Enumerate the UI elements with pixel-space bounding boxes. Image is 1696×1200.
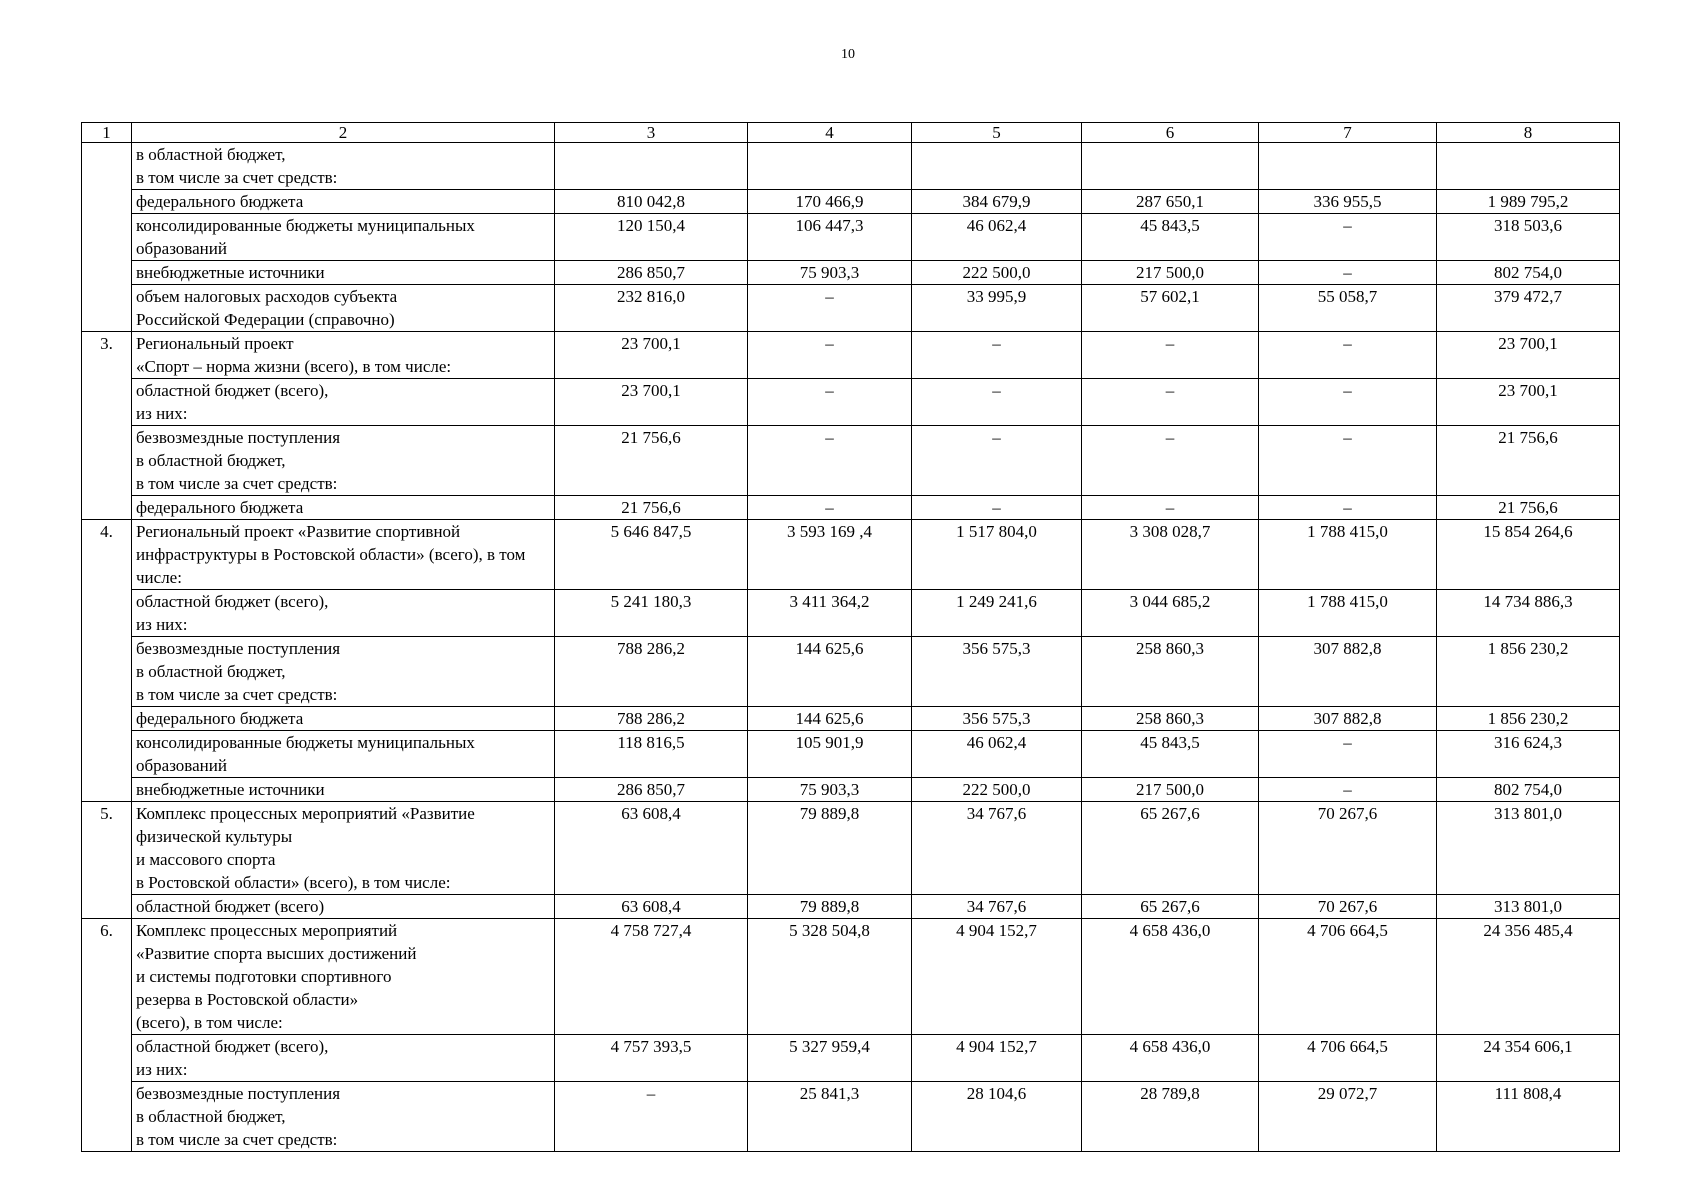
value-cell: 70 267,6 bbox=[1259, 802, 1437, 895]
row-label-cell: Комплекс процессных мероприятий «Развитие физической культуры и массового спорта в Ростовской области» (всего), в том числе: bbox=[132, 802, 555, 895]
value-cell: 34 767,6 bbox=[912, 895, 1082, 919]
table-row bbox=[82, 707, 1620, 731]
value-cell: – bbox=[1259, 496, 1437, 520]
value-cell: 3 411 364,2 bbox=[748, 590, 912, 637]
value-cell: – bbox=[1259, 778, 1437, 802]
row-label-cell: Региональный проект «Спорт – норма жизни (всего), в том числе: bbox=[132, 332, 555, 379]
row-number-cell bbox=[82, 190, 132, 214]
row-label-cell: безвозмездные поступления в областной бюджет, в том числе за счет средств: bbox=[132, 637, 555, 707]
value-cell: 318 503,6 bbox=[1437, 214, 1620, 261]
value-cell: 4 904 152,7 bbox=[912, 1035, 1082, 1082]
value-cell: – bbox=[1259, 332, 1437, 379]
value-cell: 5 241 180,3 bbox=[555, 590, 748, 637]
row-number-cell bbox=[82, 214, 132, 261]
value-cell: 33 995,9 bbox=[912, 285, 1082, 332]
table-row bbox=[82, 520, 1620, 590]
value-cell: 313 801,0 bbox=[1437, 895, 1620, 919]
value-cell: 111 808,4 bbox=[1437, 1082, 1620, 1152]
row-label-cell: консолидированные бюджеты муниципальных образований bbox=[132, 731, 555, 778]
value-cell: 356 575,3 bbox=[912, 637, 1082, 707]
value-cell: 5 646 847,5 bbox=[555, 520, 748, 590]
table-row bbox=[82, 1082, 1620, 1152]
value-cell: 55 058,7 bbox=[1259, 285, 1437, 332]
value-cell: – bbox=[748, 496, 912, 520]
table-row bbox=[82, 190, 1620, 214]
value-cell: 232 816,0 bbox=[555, 285, 748, 332]
row-number-cell bbox=[82, 637, 132, 707]
value-cell: – bbox=[912, 332, 1082, 379]
value-cell: 106 447,3 bbox=[748, 214, 912, 261]
value-cell: 45 843,5 bbox=[1082, 214, 1259, 261]
value-cell: 21 756,6 bbox=[555, 426, 748, 496]
value-cell: 79 889,8 bbox=[748, 802, 912, 895]
table-row bbox=[82, 778, 1620, 802]
table-row bbox=[82, 261, 1620, 285]
row-label-cell: областной бюджет (всего), из них: bbox=[132, 379, 555, 426]
value-cell: 217 500,0 bbox=[1082, 778, 1259, 802]
table-row bbox=[82, 332, 1620, 379]
header-cell: 6 bbox=[1082, 123, 1259, 143]
value-cell: 29 072,7 bbox=[1259, 1082, 1437, 1152]
header-cell: 4 bbox=[748, 123, 912, 143]
value-cell: 1 788 415,0 bbox=[1259, 520, 1437, 590]
value-cell: – bbox=[912, 379, 1082, 426]
value-cell bbox=[912, 143, 1082, 190]
value-cell: 4 658 436,0 bbox=[1082, 919, 1259, 1035]
row-number-cell bbox=[82, 1035, 132, 1082]
value-cell: 23 700,1 bbox=[1437, 379, 1620, 426]
value-cell: 24 354 606,1 bbox=[1437, 1035, 1620, 1082]
table-row bbox=[82, 637, 1620, 707]
value-cell: 3 308 028,7 bbox=[1082, 520, 1259, 590]
value-cell: 3 044 685,2 bbox=[1082, 590, 1259, 637]
row-number-cell: 5. bbox=[82, 802, 132, 895]
value-cell: 21 756,6 bbox=[1437, 426, 1620, 496]
value-cell: 286 850,7 bbox=[555, 261, 748, 285]
value-cell: 258 860,3 bbox=[1082, 707, 1259, 731]
value-cell: 79 889,8 bbox=[748, 895, 912, 919]
row-label-cell: безвозмездные поступления в областной бюджет, в том числе за счет средств: bbox=[132, 1082, 555, 1152]
value-cell: – bbox=[1082, 379, 1259, 426]
value-cell: 34 767,6 bbox=[912, 802, 1082, 895]
value-cell: 258 860,3 bbox=[1082, 637, 1259, 707]
row-label-cell: внебюджетные источники bbox=[132, 778, 555, 802]
value-cell: – bbox=[748, 379, 912, 426]
value-cell: 4 706 664,5 bbox=[1259, 919, 1437, 1035]
table-row bbox=[82, 285, 1620, 332]
value-cell: 1 856 230,2 bbox=[1437, 637, 1620, 707]
page-number: 10 bbox=[841, 47, 855, 62]
table-row bbox=[82, 590, 1620, 637]
value-cell: – bbox=[748, 285, 912, 332]
value-cell: – bbox=[1082, 426, 1259, 496]
table-row bbox=[82, 895, 1620, 919]
table-row bbox=[82, 1035, 1620, 1082]
value-cell: 217 500,0 bbox=[1082, 261, 1259, 285]
row-number-cell: 4. bbox=[82, 520, 132, 590]
value-cell: 57 602,1 bbox=[1082, 285, 1259, 332]
header-cell: 8 bbox=[1437, 123, 1620, 143]
value-cell: 336 955,5 bbox=[1259, 190, 1437, 214]
row-number-cell: 3. bbox=[82, 332, 132, 379]
table-row bbox=[82, 496, 1620, 520]
value-cell: 356 575,3 bbox=[912, 707, 1082, 731]
budget-table bbox=[81, 122, 1620, 1152]
value-cell: – bbox=[748, 332, 912, 379]
value-cell: 25 841,3 bbox=[748, 1082, 912, 1152]
value-cell: 287 650,1 bbox=[1082, 190, 1259, 214]
table-row bbox=[82, 143, 1620, 190]
value-cell: 222 500,0 bbox=[912, 261, 1082, 285]
row-number-cell: 6. bbox=[82, 919, 132, 1035]
row-label-cell: федерального бюджета bbox=[132, 190, 555, 214]
value-cell: 75 903,3 bbox=[748, 261, 912, 285]
table-row bbox=[82, 802, 1620, 895]
value-cell: 63 608,4 bbox=[555, 895, 748, 919]
table-row bbox=[82, 214, 1620, 261]
value-cell: 105 901,9 bbox=[748, 731, 912, 778]
row-label-cell: областной бюджет (всего) bbox=[132, 895, 555, 919]
value-cell: – bbox=[1082, 332, 1259, 379]
row-label-cell: внебюджетные источники bbox=[132, 261, 555, 285]
value-cell: 21 756,6 bbox=[1437, 496, 1620, 520]
row-number-cell bbox=[82, 285, 132, 332]
row-number-cell bbox=[82, 895, 132, 919]
row-label-cell: федерального бюджета bbox=[132, 707, 555, 731]
value-cell: 5 328 504,8 bbox=[748, 919, 912, 1035]
value-cell: 4 757 393,5 bbox=[555, 1035, 748, 1082]
row-number-cell bbox=[82, 707, 132, 731]
row-number-cell bbox=[82, 261, 132, 285]
value-cell: 28 104,6 bbox=[912, 1082, 1082, 1152]
row-label-cell: Региональный проект «Развитие спортивной инфраструктуры в Ростовской области» (всего), в том числе: bbox=[132, 520, 555, 590]
value-cell: 65 267,6 bbox=[1082, 895, 1259, 919]
value-cell: – bbox=[1082, 496, 1259, 520]
value-cell: 14 734 886,3 bbox=[1437, 590, 1620, 637]
value-cell bbox=[748, 143, 912, 190]
value-cell bbox=[1437, 143, 1620, 190]
row-number-cell bbox=[82, 496, 132, 520]
row-label-cell: областной бюджет (всего), из них: bbox=[132, 590, 555, 637]
value-cell: 24 356 485,4 bbox=[1437, 919, 1620, 1035]
value-cell: 144 625,6 bbox=[748, 637, 912, 707]
value-cell: – bbox=[1259, 261, 1437, 285]
value-cell: 313 801,0 bbox=[1437, 802, 1620, 895]
value-cell: 45 843,5 bbox=[1082, 731, 1259, 778]
value-cell: 222 500,0 bbox=[912, 778, 1082, 802]
value-cell: – bbox=[912, 426, 1082, 496]
value-cell: 1 249 241,6 bbox=[912, 590, 1082, 637]
value-cell: 120 150,4 bbox=[555, 214, 748, 261]
value-cell: – bbox=[1259, 214, 1437, 261]
row-number-cell bbox=[82, 778, 132, 802]
row-label-cell: безвозмездные поступления в областной бюджет, в том числе за счет средств: bbox=[132, 426, 555, 496]
value-cell: 28 789,8 bbox=[1082, 1082, 1259, 1152]
value-cell: 144 625,6 bbox=[748, 707, 912, 731]
row-label-cell: объем налоговых расходов субъекта Российской Федерации (справочно) bbox=[132, 285, 555, 332]
value-cell: 15 854 264,6 bbox=[1437, 520, 1620, 590]
value-cell: 63 608,4 bbox=[555, 802, 748, 895]
value-cell: – bbox=[1259, 379, 1437, 426]
value-cell bbox=[555, 143, 748, 190]
header-row bbox=[82, 123, 1620, 143]
row-number-cell bbox=[82, 1082, 132, 1152]
value-cell: 307 882,8 bbox=[1259, 637, 1437, 707]
table-row bbox=[82, 379, 1620, 426]
value-cell: 23 700,1 bbox=[555, 379, 748, 426]
value-cell: 46 062,4 bbox=[912, 731, 1082, 778]
value-cell: 118 816,5 bbox=[555, 731, 748, 778]
header-cell: 5 bbox=[912, 123, 1082, 143]
table-row bbox=[82, 426, 1620, 496]
header-cell: 3 bbox=[555, 123, 748, 143]
value-cell: 23 700,1 bbox=[1437, 332, 1620, 379]
header-cell: 2 bbox=[132, 123, 555, 143]
value-cell: 70 267,6 bbox=[1259, 895, 1437, 919]
value-cell: 802 754,0 bbox=[1437, 778, 1620, 802]
value-cell: 286 850,7 bbox=[555, 778, 748, 802]
value-cell: – bbox=[748, 426, 912, 496]
row-label-cell: Комплекс процессных мероприятий «Развитие спорта высших достижений и системы подготовки спортивного резерва в Ростовской области» (всего), в том числе: bbox=[132, 919, 555, 1035]
value-cell: 5 327 959,4 bbox=[748, 1035, 912, 1082]
value-cell: 379 472,7 bbox=[1437, 285, 1620, 332]
value-cell: – bbox=[1259, 426, 1437, 496]
table-row bbox=[82, 731, 1620, 778]
value-cell: 170 466,9 bbox=[748, 190, 912, 214]
row-label-cell: в областной бюджет, в том числе за счет средств: bbox=[132, 143, 555, 190]
value-cell: 802 754,0 bbox=[1437, 261, 1620, 285]
table-row bbox=[82, 919, 1620, 1035]
value-cell: 4 904 152,7 bbox=[912, 919, 1082, 1035]
row-number-cell bbox=[82, 731, 132, 778]
row-label-cell: областной бюджет (всего), из них: bbox=[132, 1035, 555, 1082]
value-cell: 4 758 727,4 bbox=[555, 919, 748, 1035]
value-cell: 788 286,2 bbox=[555, 637, 748, 707]
value-cell bbox=[1082, 143, 1259, 190]
value-cell: 4 658 436,0 bbox=[1082, 1035, 1259, 1082]
value-cell bbox=[1259, 143, 1437, 190]
value-cell: 1 989 795,2 bbox=[1437, 190, 1620, 214]
value-cell: 1 517 804,0 bbox=[912, 520, 1082, 590]
value-cell: 788 286,2 bbox=[555, 707, 748, 731]
value-cell: 4 706 664,5 bbox=[1259, 1035, 1437, 1082]
value-cell: – bbox=[912, 496, 1082, 520]
value-cell: 810 042,8 bbox=[555, 190, 748, 214]
value-cell: 307 882,8 bbox=[1259, 707, 1437, 731]
header-cell: 7 bbox=[1259, 123, 1437, 143]
row-number-cell bbox=[82, 426, 132, 496]
value-cell: 1 856 230,2 bbox=[1437, 707, 1620, 731]
value-cell: 46 062,4 bbox=[912, 214, 1082, 261]
value-cell: 3 593 169 ,4 bbox=[748, 520, 912, 590]
row-label-cell: федерального бюджета bbox=[132, 496, 555, 520]
value-cell: 384 679,9 bbox=[912, 190, 1082, 214]
value-cell: 23 700,1 bbox=[555, 332, 748, 379]
value-cell: 65 267,6 bbox=[1082, 802, 1259, 895]
value-cell: 21 756,6 bbox=[555, 496, 748, 520]
row-number-cell bbox=[82, 143, 132, 190]
row-label-cell: консолидированные бюджеты муниципальных образований bbox=[132, 214, 555, 261]
value-cell: 1 788 415,0 bbox=[1259, 590, 1437, 637]
value-cell: 75 903,3 bbox=[748, 778, 912, 802]
row-number-cell bbox=[82, 590, 132, 637]
value-cell: – bbox=[555, 1082, 748, 1152]
value-cell: 316 624,3 bbox=[1437, 731, 1620, 778]
row-number-cell bbox=[82, 379, 132, 426]
value-cell: – bbox=[1259, 731, 1437, 778]
header-cell: 1 bbox=[82, 123, 132, 143]
